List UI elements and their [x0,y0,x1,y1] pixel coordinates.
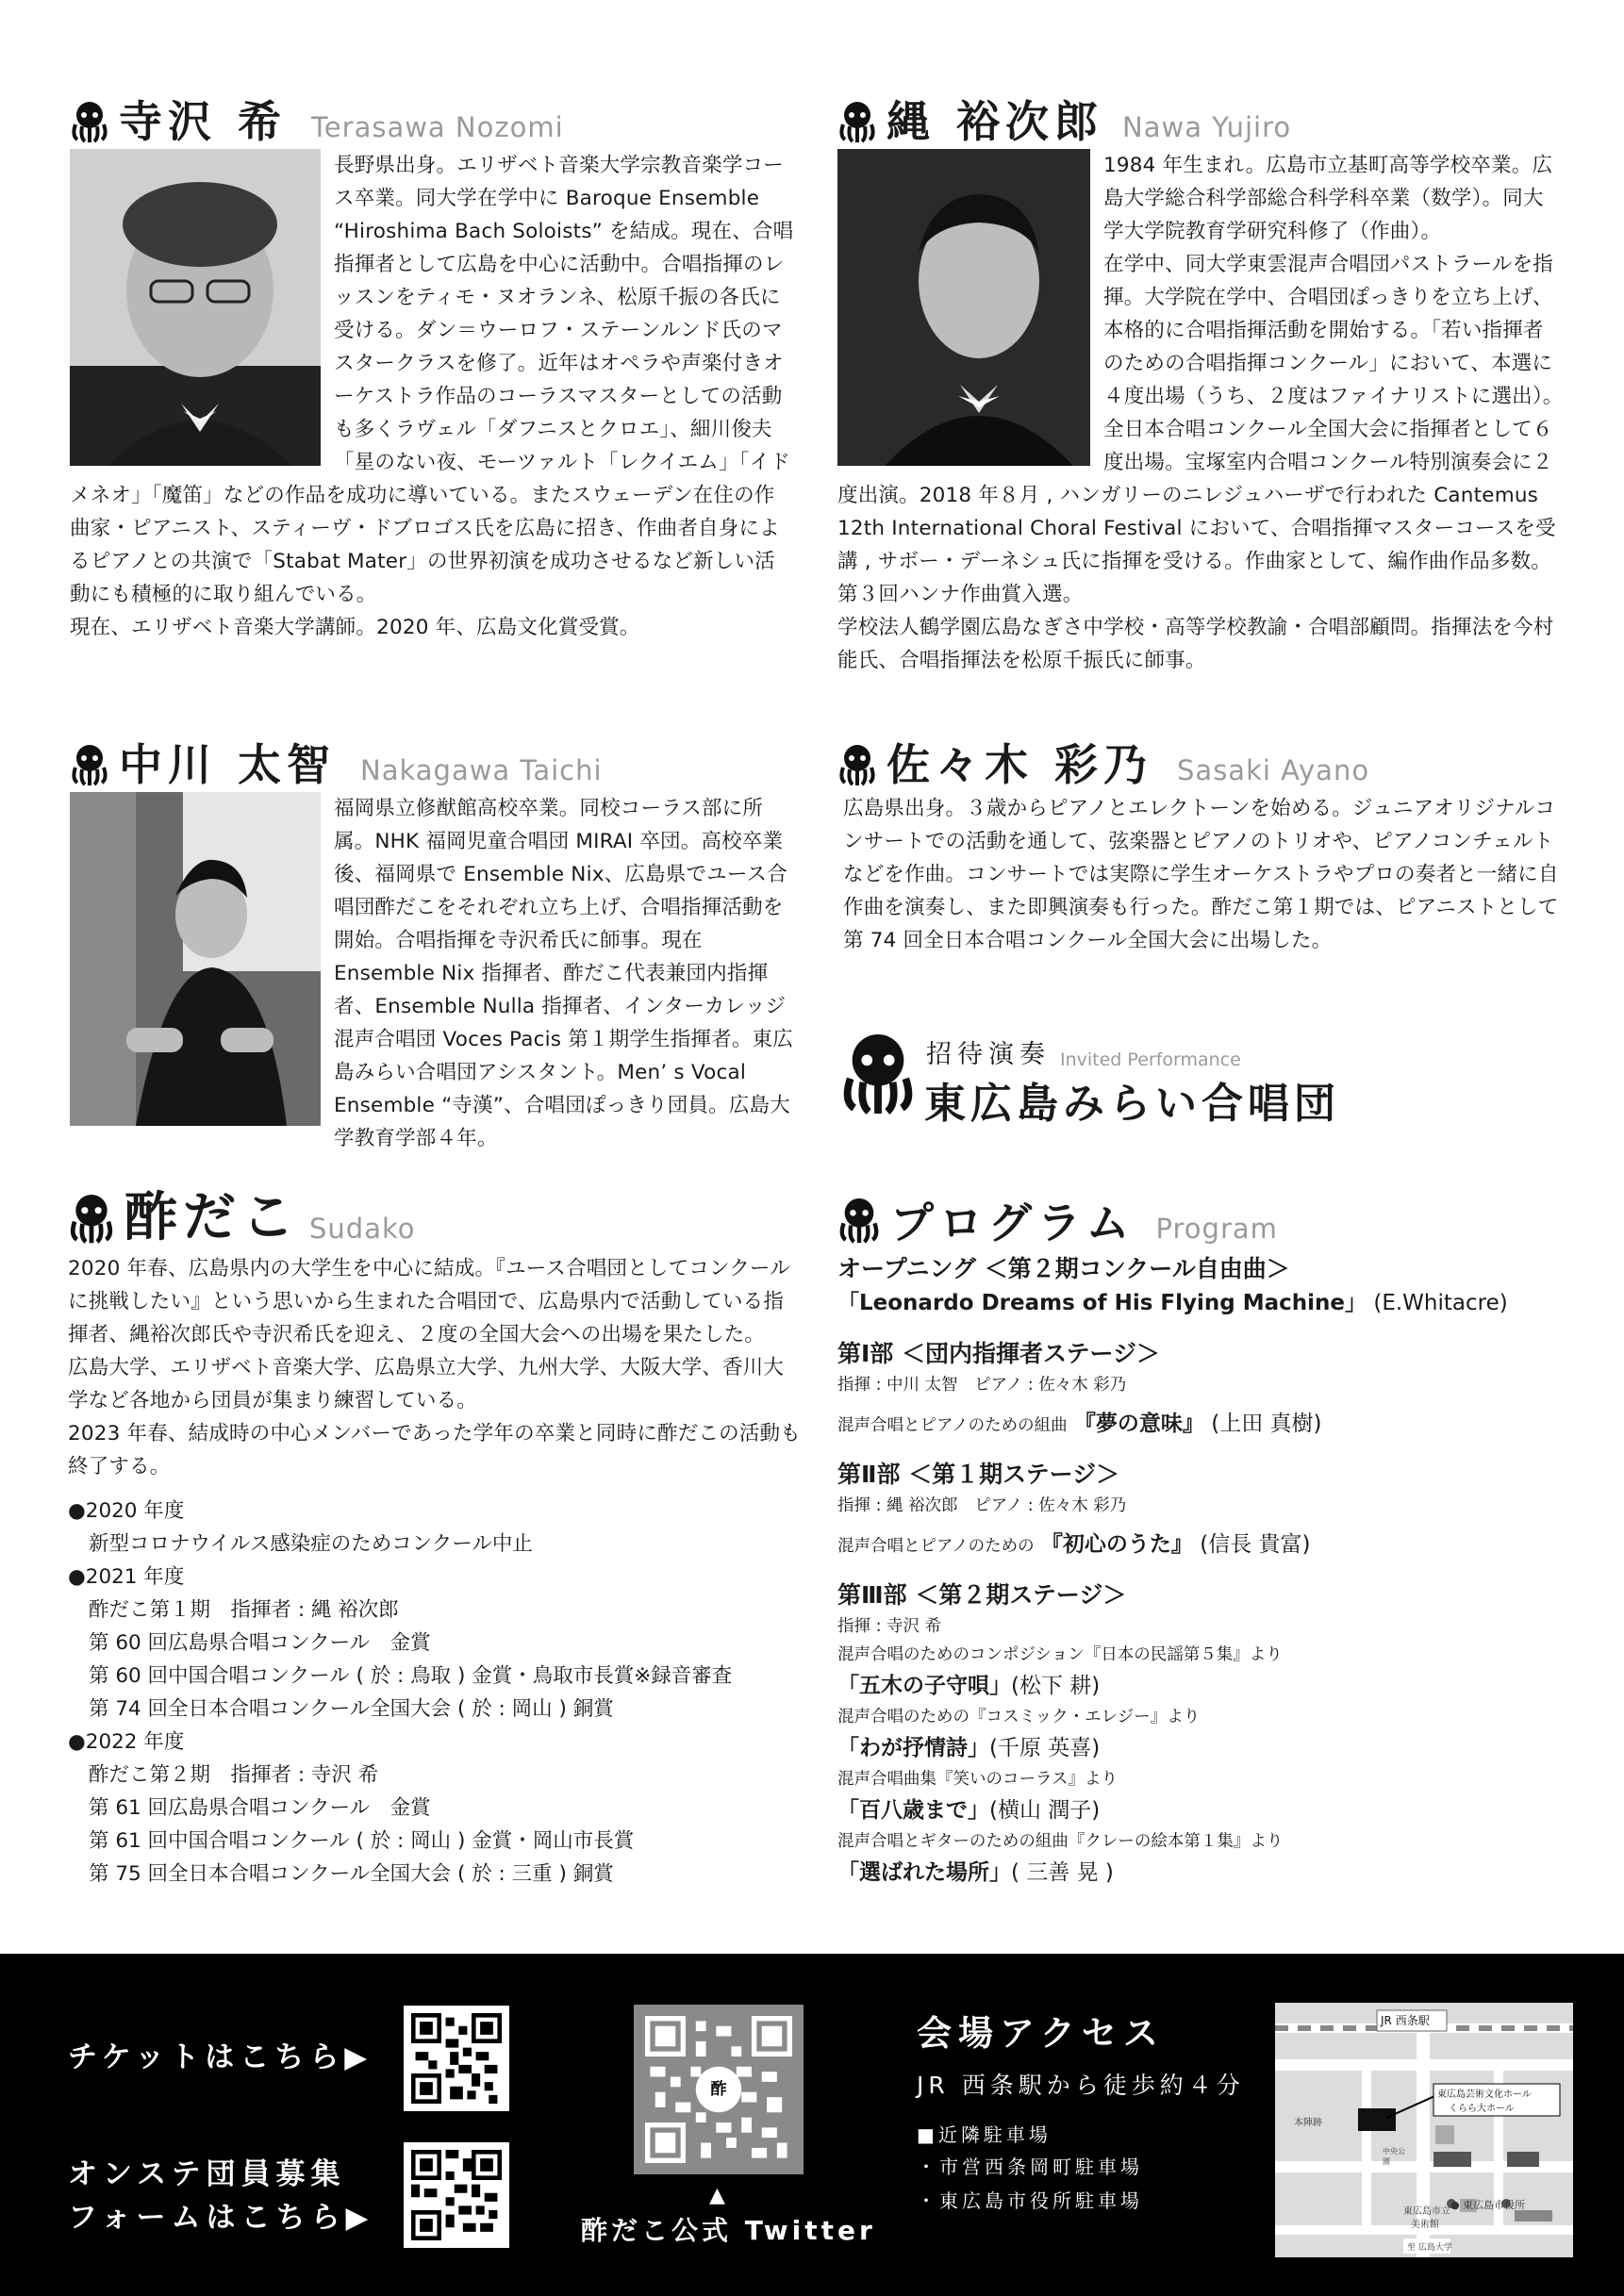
recruit-text-1[interactable]: オンステ団員募集 [68,2157,346,2191]
part3-work-title: 「五木の子守唄」 [837,1674,1011,1698]
octopus-icon [837,100,877,143]
nawa-name-en: Nawa Yujiro [1122,111,1292,143]
history-year: ●2020 年度 [68,1499,185,1523]
map-museum-label-1: 東広島市立 [1403,2206,1450,2217]
sasaki-bio-1: 広島県出身。３歳からピアノとエレクトーンを始める。ジュニアオリジナルコンサートでの活動を通して、弦楽器とピアノのトリオや、ピアノコンチェルトなどを作曲。コンサートでは実際に学生オーケストラやプロの奏者と一緒に自作曲を演奏し、また即興演奏も行った。酢だこ第１期では、ピアニストとして第 74 回全日本合唱コンクール全国大会に出場した。 [843,797,1559,952]
sudako-desc-1: 2020 年春、広島県内の大学生を中心に結成。『ユース合唱団としてコンクールに挑戦したい』という思いから生まれた合唱団で、広島県内で活動している指揮者、縄裕次郎氏や寺沢希氏を迎え、２度の全国大会への出場を果たした。 [68,1257,790,1346]
terasawa-bio-1: 長野県出身。エリザベト音楽大学宗教音楽学コース卒業。同大学在学中に Baroque Ensemble “Hiroshima Bach Soloists” を結成。現在、合唱指揮者として広島を中心に活動中。合唱指揮のレッスンをティモ・ヌオランネ、松原千振の各氏に受ける。ダン＝ウーロフ・ステーンルンド氏のマスタークラスを修了。近年はオペラや声楽付きオーケストラ作品のコーラスマスターとしての活動も多くラヴェル「ダフニスとクロエ」、細川俊夫「星のない夜、モーツァルト「レクイエム」「イドメネオ」「魔笛」などの作品を成功に導いている。またスウェーデン在住の作曲家・ピアニスト、スティーヴ・ドブロゴス氏を広島に招き、作曲者自身によるピアノとの共演で「Stabat Mater」の世界初演を成功させるなど新しい活動にも積極的に取り組んでいる。 [70,154,794,606]
part3-composer: (松下 耕) [1011,1674,1101,1698]
nawa-photo [837,149,1090,466]
program-heading [837,1188,1573,1248]
part2-work [837,1528,1573,1561]
sasaki-heading [837,730,1564,790]
part3-composer: ( 三善 晃 ) [1011,1860,1114,1885]
history-item: 第 75 回全日本合唱コンクール全国大会 ( 於 : 三重 ) 銅賞 [89,1862,614,1886]
nakagawa-section [70,730,794,1155]
twitter-arrow-icon: ▲ [709,2184,725,2207]
nakagawa-name-jp: 中川 太智 [119,739,337,790]
history-item: 酢だこ第１期 指揮者 : 縄 裕次郎 [89,1598,399,1622]
terasawa-name-en: Terasawa Nozomi [311,111,564,143]
history-item: 第 60 回広島県合唱コンクール 金賞 [89,1631,431,1655]
nakagawa-bio-1: 福岡県立修猷館高校卒業。同校コーラス部に所属。NHK 福岡児童合唱団 MIRAI 卒団。高校卒業後、福岡県で Ensemble Nix、広島県でユース合唱団酢だこをそれぞれ立ち上げ、合唱指揮活動を開始。合唱指揮を寺沢希氏に師事。現在 Ensemble Nix 指揮者、酢だこ代表兼団内指揮者、Ensemble Nulla 指揮者、インターカレッジ混声合唱団 Voces Pacis 第１期学生指揮者。東広島みらい合唱団アシスタント。Men’ s Vocal Ensemble “寺漢”、合唱団ぽっきり団員。広島大学教育学部４年。 [334,797,793,1150]
venue-map[interactable] [1275,2003,1573,2257]
program-list [837,1252,1573,1890]
recruit-qr-code[interactable] [404,2142,509,2248]
nakagawa-name-en: Nakagawa Taichi [360,754,603,786]
ticket-qr-code[interactable] [404,2006,509,2111]
invited-label-jp: 招待演奏 [926,1040,1051,1069]
twitter-label[interactable]: 酢だこ公式 Twitter [581,2215,876,2246]
sudako-history [68,1495,804,1891]
program-section [837,1188,1573,1890]
parking-item: ・市営西条岡町駐車場 [917,2156,1143,2178]
sasaki-bio [837,792,1564,957]
part3-composer: (横山 潤子) [989,1798,1101,1823]
parking-title: ■近隣駐車場 [917,2123,1052,2146]
sudako-name-jp: 酢だこ [124,1187,300,1248]
nakagawa-heading [70,730,794,790]
part3-source: 混声合唱曲集『笑いのコーラス』より [837,1770,1118,1789]
sasaki-name-en: Sasaki Ayano [1177,754,1370,786]
invited-choir: 東広島みらい合唱団 [924,1080,1340,1128]
twitter-qr-center-text: 酢 [710,2080,727,2099]
octopus-icon [70,100,109,143]
access-title: 会場アクセス [917,2013,1165,2054]
nakagawa-bio [70,792,794,1155]
nawa-heading [837,87,1564,147]
part2-work-title: 『初心のうた』 [1040,1532,1193,1557]
terasawa-heading [70,87,794,147]
nawa-bio [837,149,1564,677]
ticket-link[interactable]: チケットはこちら▶ [68,2040,373,2074]
invited-label-en: Invited Performance [1060,1049,1241,1070]
part3-source: 混声合唱とギターのための組曲『クレーの絵本第１集』より [837,1832,1284,1851]
map-museum-label-2: 美術館 [1411,2220,1439,2230]
part1-pre: 混声合唱とピアノのための組曲 [837,1416,1068,1435]
program-title-en: Program [1155,1213,1278,1245]
sudako-section [68,1188,804,1891]
part1-staff: 指揮 : 中川 太智 ピアノ : 佐々木 彩乃 [837,1376,1127,1395]
part2-title: 第Ⅱ部 ＜第１期ステージ＞ [837,1461,1120,1488]
map-cityhall-label: ● 東広島市役所 [1450,2199,1526,2211]
part3-work [837,1793,1573,1827]
sudako-desc-2: 広島大学、エリザベト音楽大学、広島県立大学、九州大学、大阪大学、香川大学など各地から団員が集まり練習している。 [68,1356,785,1412]
part2-pre: 混声合唱とピアノのための [837,1537,1035,1556]
part3-source: 混声合唱のための『コスミック・エレジー』より [837,1708,1201,1726]
map-univ-label: 至 広島大学 [1407,2243,1452,2253]
history-item: 第 61 回広島県合唱コンクール 金賞 [89,1796,431,1820]
part3-work-title: 「選ばれた場所」 [837,1860,1011,1885]
octopus-icon [837,1196,881,1245]
opening-work [837,1286,1573,1320]
opening-title: オープニング ＜第２期コンクール自由曲＞ [837,1255,1290,1282]
map-park-label: 中央公園 [1383,2147,1405,2166]
part1-work-title: 『夢の意味』 [1073,1412,1204,1436]
map-station-label: JR 西条駅 [1381,2014,1430,2027]
terasawa-bio [70,149,794,644]
qr-icon [411,2150,502,2240]
part1-work [837,1407,1573,1441]
sudako-name-en: Sudako [309,1213,416,1245]
nawa-section [837,87,1564,677]
part3-work-title: 「わが抒情詩」 [837,1736,989,1760]
nakagawa-photo [70,792,321,1126]
octopus-icon [70,743,109,786]
nawa-name-jp: 縄 裕次郎 [887,96,1104,147]
part3-source: 混声合唱のためのコンポジション『日本の民謡第５集』より [837,1645,1283,1664]
map-venue-label-1: 東広島芸術文化ホール [1437,2090,1532,2100]
part2-composer: (信長 貴富) [1200,1532,1311,1557]
map-honjin-label: 本陣跡 [1294,2118,1322,2128]
sudako-heading [68,1187,804,1248]
part3-composer: (千原 英喜) [989,1736,1101,1760]
sasaki-name-jp: 佐々木 彩乃 [887,739,1153,790]
terasawa-bio-2: 現在、エリザベト音楽大学講師。2020 年、広島文化賞受賞。 [70,616,640,639]
part3-work [837,1856,1573,1890]
qr-icon [411,2013,502,2104]
invited-section [839,1026,1556,1128]
part3-staff: 指揮 : 寺沢 希 [837,1617,942,1636]
history-item: 第 74 回全日本合唱コンクール全国大会 ( 於 : 岡山 ) 銅賞 [89,1697,614,1721]
terasawa-photo [70,149,321,466]
history-year: ●2022 年度 [68,1730,185,1754]
part3-work-title: 「百八歳まで」 [837,1798,989,1823]
history-item: 第 61 回中国合唱コンクール ( 於 : 岡山 ) 金賞・岡山市長賞 [89,1829,635,1853]
footer [0,1954,1624,2296]
part2-staff: 指揮 : 縄 裕次郎 ピアノ : 佐々木 彩乃 [837,1496,1127,1515]
map-venue-label-2: くらら大ホール [1449,2104,1515,2114]
access-subtitle: JR 西条駅から徒歩約４分 [917,2072,1245,2099]
history-item: 第 60 回中国合唱コンクール ( 於 : 鳥取 ) 金賞・鳥取市長賞※録音審査 [89,1664,733,1688]
recruit-text-2[interactable]: フォームはこちら▶ [68,2201,374,2235]
program-title-jp: プログラム [890,1198,1135,1248]
octopus-icon [837,743,877,786]
terasawa-section [70,87,794,644]
part1-composer: (上田 真樹) [1211,1412,1322,1436]
part3-title: 第Ⅲ部 ＜第２期ステージ＞ [837,1581,1127,1609]
opening-composer: (E.Whitacre) [1373,1291,1508,1315]
nawa-bio-3: 学校法人鶴学園広島なぎさ中学校・高等学校教諭・合唱部顧問。指揮法を今村能氏、合唱指揮法を松原千振氏に師事。 [837,616,1554,672]
history-year: ●2021 年度 [68,1565,185,1589]
twitter-qr-code[interactable] [634,2005,804,2174]
nawa-bio-2: 在学中、同大学東雲混声合唱団パストラールを指揮。大学院在学中、合唱団ぽっきりを立ち上げ、本格的に合唱指揮活動を開始する。「若い指揮者のための合唱指揮コンクール」において、本選に４度出場（うち、２度はファイナリストに選出）。全日本合唱コンクール全国大会に指揮者として６度出場。宝塚室内合唱コンクール特別演奏会に２度出演。2018 年８月 , ハンガリーのニレジュハーザで行われた Cantemus 12th International Choral Festival において、合唱指揮マスターコースを受講 , サボー・デーネシュ氏に指揮を受ける。作曲家として、編作曲作品多数。第３回ハンナ作曲賞入選。 [837,253,1564,606]
terasawa-name-jp: 寺沢 希 [119,96,288,147]
part3-work [837,1731,1573,1765]
nawa-bio-1: 1984 年生まれ。広島市立基町高等学校卒業。広島大学総合科学部総合科学科卒業（数学）。同大学大学院教育学研究科修了（作曲）。 [1103,154,1553,243]
part3-work [837,1669,1573,1703]
octopus-icon [68,1192,115,1245]
history-item: 酢だこ第２期 指揮者 : 寺沢 希 [89,1763,379,1787]
part1-title: 第Ⅰ部 ＜団内指揮者ステージ＞ [837,1340,1161,1367]
octopus-logo-icon [839,1030,917,1116]
opening-work-title: 「Leonardo Dreams of His Flying Machine」 [837,1291,1367,1315]
parking-item: ・東広島市役所駐車場 [917,2189,1143,2212]
sasaki-section [837,730,1564,957]
sudako-description [68,1252,804,1483]
sudako-desc-3: 2023 年春、結成時の中心メンバーであった学年の卒業と同時に酢だこの活動も終了する。 [68,1422,801,1478]
history-item: 新型コロナウイルス感染症のためコンクール中止 [89,1532,533,1556]
